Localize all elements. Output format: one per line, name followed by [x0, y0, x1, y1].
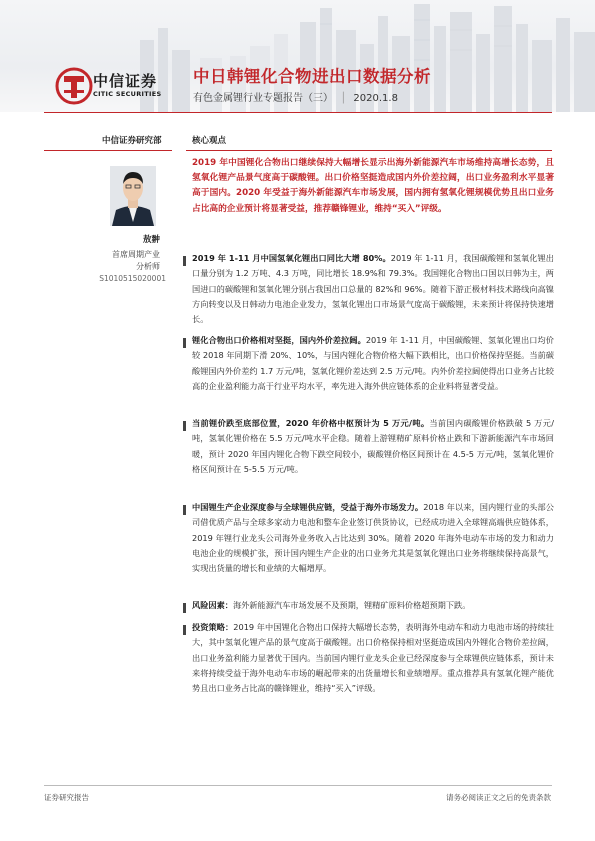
point-3-body: 当前国内碳酸锂价格跌破 5 万元/吨，氢氧化锂价格在 5.5 万元/吨水平企稳。随着上游锂精矿原料价格止跌和下游新能源汽车市场回暖，预计 2020 年国内锂化合物下跌空间较小，碳酸锂价格区间预计在 4.5-5 万元/吨，氢氧化锂价格区间预计在 5-5.5 万元/吨。: [192, 418, 554, 474]
point-5: [192, 598, 554, 613]
point-4-lead: 中国锂生产企业深度参与全球锂供应链，受益于海外市场发力。: [192, 502, 424, 512]
point-1: [192, 251, 554, 327]
bullet-marker: [183, 603, 186, 613]
header-divider: [44, 112, 552, 113]
point-1-body: 2019 年 1-11 月，我国碳酸锂和氢氧化锂出口量分别为 1.2 万吨、4.3 万吨，同比增长 18.9%和 79.3%。我国锂化合物出口国以日韩为主，两国进口的碳酸锂和氢氧化锂分别占我国出口总量的 82%和 96%。随着下游正极材料技术路线向高镍方向转变以及日韩动力电池企业发力，氢氧化锂出口市场景气度高于碳酸锂，未来预计将保持快速增长。: [192, 253, 554, 325]
subtitle-industry: 有色金属锂行业专题报告（三）: [193, 93, 333, 104]
analyst-title-line2: 分析师: [136, 262, 160, 271]
point-5-body: 海外新能源汽车市场发展不及预期，锂精矿原料价格超预期下跌。: [232, 600, 471, 610]
point-1-lead: 2019 年 1-11 月中国氢氧化锂出口同比大增 80%。: [192, 253, 391, 263]
bullet-marker: [183, 256, 186, 266]
report-title: 中日韩锂化合物进出口数据分析: [193, 67, 431, 86]
analyst-name: 敖翀: [142, 235, 160, 245]
footer-report-type: 证券研究报告: [44, 793, 89, 802]
point-3: [192, 416, 554, 477]
report-subtitle: [193, 89, 398, 104]
department-label: 中信证券研究部: [102, 136, 162, 146]
point-2-body: 2019 年 1-11 月，中国碳酸锂、氢氧化锂出口均价较 2018 年同期下滑 20%、10%，与国内锂化合物价格大幅下跌相比，出口价格保持坚挺。当前碳酸锂国内外价差约 1.7 万元/吨，氢氧化锂价差达到 2.5 万元/吨。内外价差拉阔使得出口业务占比较高的企业盈利能力高于行业平均水平，率先进入海外供应链体系的企业料将显著受益。: [192, 335, 554, 391]
point-6-body: 2019 年中国锂化合物出口保持大幅增长态势，表明海外电动车和动力电池市场的持续壮大，其中氢氧化锂产品的景气度高于碳酸锂。出口价格保持相对坚挺造成国内外锂化合物价差拉阔，出口业务盈利能力显著优于国内。当前国内锂行业龙头企业已经深度参与全球锂供应链体系，预计未来将持续受益于海外电动车市场的崛起带来的出货量增长和业绩增厚。重点推荐具有氢氧化锂产能优势且出口业务占比高的赣锋锂业，维持“买入”评级。: [192, 622, 554, 694]
point-3-lead: 当前锂价跌至底部位置，2020 年价格中枢预计为 5 万元/吨。: [192, 418, 430, 428]
right-head-underline: [186, 150, 552, 151]
section-title: 核心观点: [192, 136, 227, 146]
core-summary: 2019 年中国锂化合物出口继续保持大幅增长显示出海外新能源汽车市场维持高增长态势，且氢氧化锂产品景气度高于碳酸锂。出口价格坚挺造成国内外价差拉阔，出口业务盈利水平显著高于国内。2020 年受益于海外新能源汽车市场发展，国内拥有氢氧化锂规模优势且出口业务占比高的企业预计将显著受益，推荐赣锋锂业，维持“买入”评级。: [192, 158, 554, 214]
citic-logo: [54, 66, 98, 106]
point-5-lead: 风险因素：: [192, 600, 233, 610]
bullet-marker: [183, 625, 186, 635]
point-6: [192, 620, 554, 696]
point-6-lead: 投资策略：: [192, 622, 234, 632]
left-head-underline: [44, 150, 172, 151]
footer-disclaimer: 请务必阅读正文之后的免责条款: [446, 793, 551, 802]
bullet-marker: [183, 421, 186, 431]
brand-name-en: CITIC SECURITIES: [93, 90, 162, 98]
analyst-title-line1: 首席周期产业: [112, 250, 160, 259]
analyst-photo: [110, 166, 156, 226]
brand-name-cn: 中信证券: [93, 72, 158, 90]
subtitle-separator: │: [340, 93, 347, 104]
bullet-marker: [183, 505, 186, 515]
point-4: [192, 500, 554, 576]
report-date: 2020.1.8: [353, 93, 398, 104]
point-4-body: 2018 年以来，国内锂行业的头部公司借优质产品与全球多家动力电池和整车企业签订供货协议，已经成功进入全球锂高端供应链体系，2019 年锂行业龙头公司海外业务收入占比达到 30%。随着 2020 年海外电动车市场的发力和动力电池企业的规模扩张，预计国内锂生产企业的出口业务尤其是氢氧化锂出口业务将继续保持高景气，实现出货量的增长和业绩的大幅增厚。: [192, 502, 554, 574]
point-2: [192, 333, 554, 394]
bullet-marker: [183, 338, 186, 348]
footer-divider: [44, 785, 552, 786]
point-2-lead: 锂化合物出口价格相对坚挺，国内外价差拉阔。: [192, 335, 366, 345]
analyst-license: S1010515020001: [99, 274, 166, 283]
